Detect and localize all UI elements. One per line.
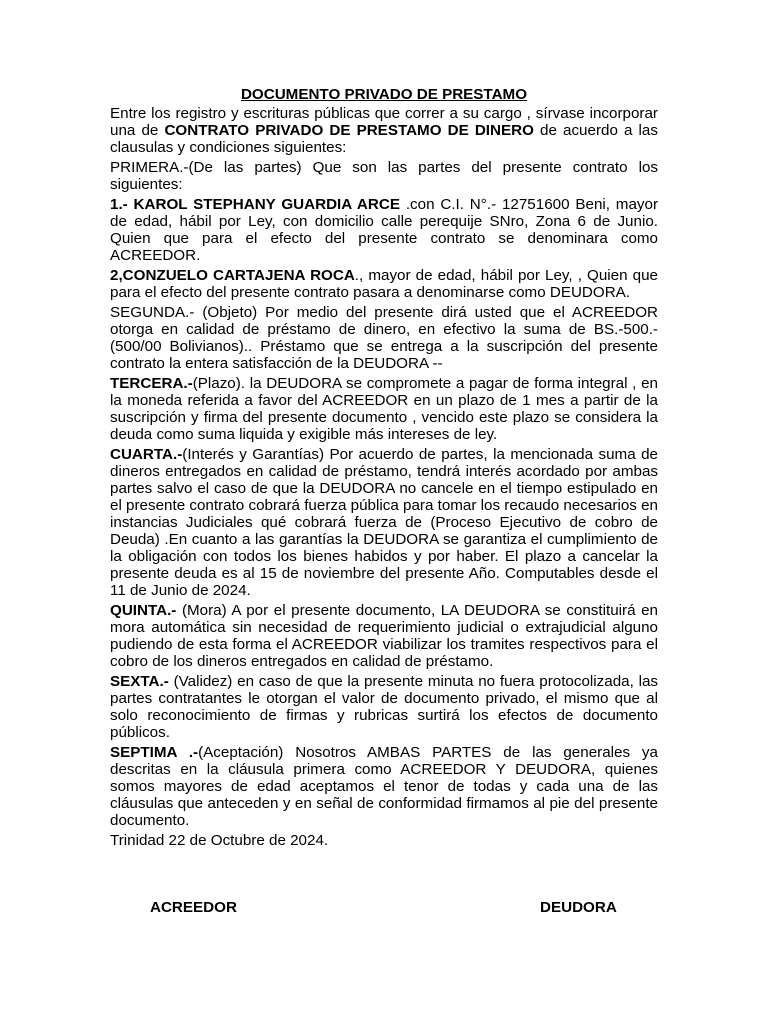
party-1-name: 1.- KAROL STEPHANY GUARDIA ARCE: [110, 196, 400, 213]
clause-cuarta-text: (Interés y Garantías) Por acuerdo de partes, la mencionada suma de dineros entregados en calidad de préstamo, tendrá interés acordado por ambas partes salvo el caso de que la DEUDORA no cancele en el tiempo estipulado en el presente contrato cobrará fuerza pública para tomar los recaudo necesarios en instancias Judiciales qué cobrará fuerza de (Proceso Ejecutivo de cobro de Deuda) .En cuanto a las garantías la DEUDORA se garantiza el cumplimiento de la obligación con todos los bienes habidos y por haber. El plazo a cancelar la presente deuda es al 15 de noviembre del presente Año. Computables desde el 11 de Junio de 2024.: [110, 446, 658, 599]
clause-cuarta-heading: CUARTA.-: [110, 446, 183, 463]
signature-acreedor: ACREEDOR: [150, 899, 237, 916]
clause-tercera-text: (Plazo). la DEUDORA se compromete a pagar de forma integral , en la moneda referida a favor del ACREEDOR en un plazo de 1 mes a partir de la suscripción y firma del presente documento , vencido este plazo se considera la deuda como suma liquida y exigible más intereses de ley.: [110, 375, 658, 443]
party-1-paragraph: [110, 196, 658, 264]
clause-tercera: [110, 375, 658, 443]
document-title: DOCUMENTO PRIVADO DE PRESTAMO: [240, 86, 528, 103]
party-1-details: .con C.I. N°.- 12751600 Beni, mayor de edad, hábil por Ley, con domicilio calle perequije SNro, Zona 6 de Junio. Quien que para el efecto del presente contrato se denominara como ACREEDOR.: [110, 196, 659, 264]
signature-deudora: DEUDORA: [540, 899, 617, 916]
clause-septima: [110, 744, 658, 829]
clause-tercera-heading: TERCERA.-: [110, 375, 193, 392]
intro-text-a: Entre los registro y escrituras públicas que correr a su cargo , sírvase incorporar una de: [110, 105, 658, 139]
intro-paragraph: [110, 105, 658, 156]
party-2-details: ., mayor de edad, hábil por Ley, , Quien que para el efecto del presente contrato pasara a denominarse como DEUDORA.: [110, 267, 659, 301]
clause-septima-heading: SEPTIMA .-: [110, 744, 199, 761]
place-and-date: Trinidad 22 de Octubre de 2024.: [110, 832, 329, 849]
clause-sexta-heading: SEXTA.-: [110, 673, 169, 690]
clause-primera: PRIMERA.-(De las partes) Que son las partes del presente contrato los siguientes:: [110, 159, 658, 193]
clause-cuarta: [110, 446, 658, 599]
intro-text-c: de acuerdo a las clausulas y condiciones siguientes:: [110, 122, 658, 156]
document-body: [110, 86, 658, 852]
clause-quinta-heading: QUINTA.-: [110, 602, 177, 619]
clause-sexta: [110, 673, 658, 741]
clause-quinta-text: (Mora) A por el presente documento, LA DEUDORA se constituirá en mora automática sin necesidad de requerimiento judicial o extrajudicial alguno pudiendo de esta forma el ACREEDOR viabilizar los tramites respectivos para el cobro de los dineros entregados en calidad de préstamo.: [110, 602, 658, 670]
clause-sexta-text: (Validez) en caso de que la presente minuta no fuera protocolizada, las partes contratantes le otorgan el valor de documento privado, el mismo que al solo reconocimiento de firmas y rubricas surtirá los efectos de documento públicos.: [110, 673, 658, 741]
intro-contract-type: CONTRATO PRIVADO DE PRESTAMO DE DINERO: [164, 122, 534, 139]
clause-quinta: [110, 602, 658, 670]
party-2-paragraph: [110, 267, 658, 301]
clause-segunda: SEGUNDA.- (Objeto) Por medio del presente dirá usted que el ACREEDOR otorga en calidad de préstamo de dinero, en efectivo la suma de BS.-500.- (500/00 Bolivianos).. Préstamo que se entrega a la suscripción del presente contrato la entera satisfacción de la DEUDORA --: [110, 304, 658, 372]
clause-septima-text: (Aceptación) Nosotros AMBAS PARTES de las generales ya descritas en la cláusula primera como ACREEDOR Y DEUDORA, quienes somos mayores de edad aceptamos el tenor de todas y cada una de las cláusulas que anteceden y en señal de conformidad firmamos al pie del presente documento.: [110, 744, 658, 829]
party-2-name: 2,CONZUELO CARTAJENA ROCA: [110, 267, 355, 284]
